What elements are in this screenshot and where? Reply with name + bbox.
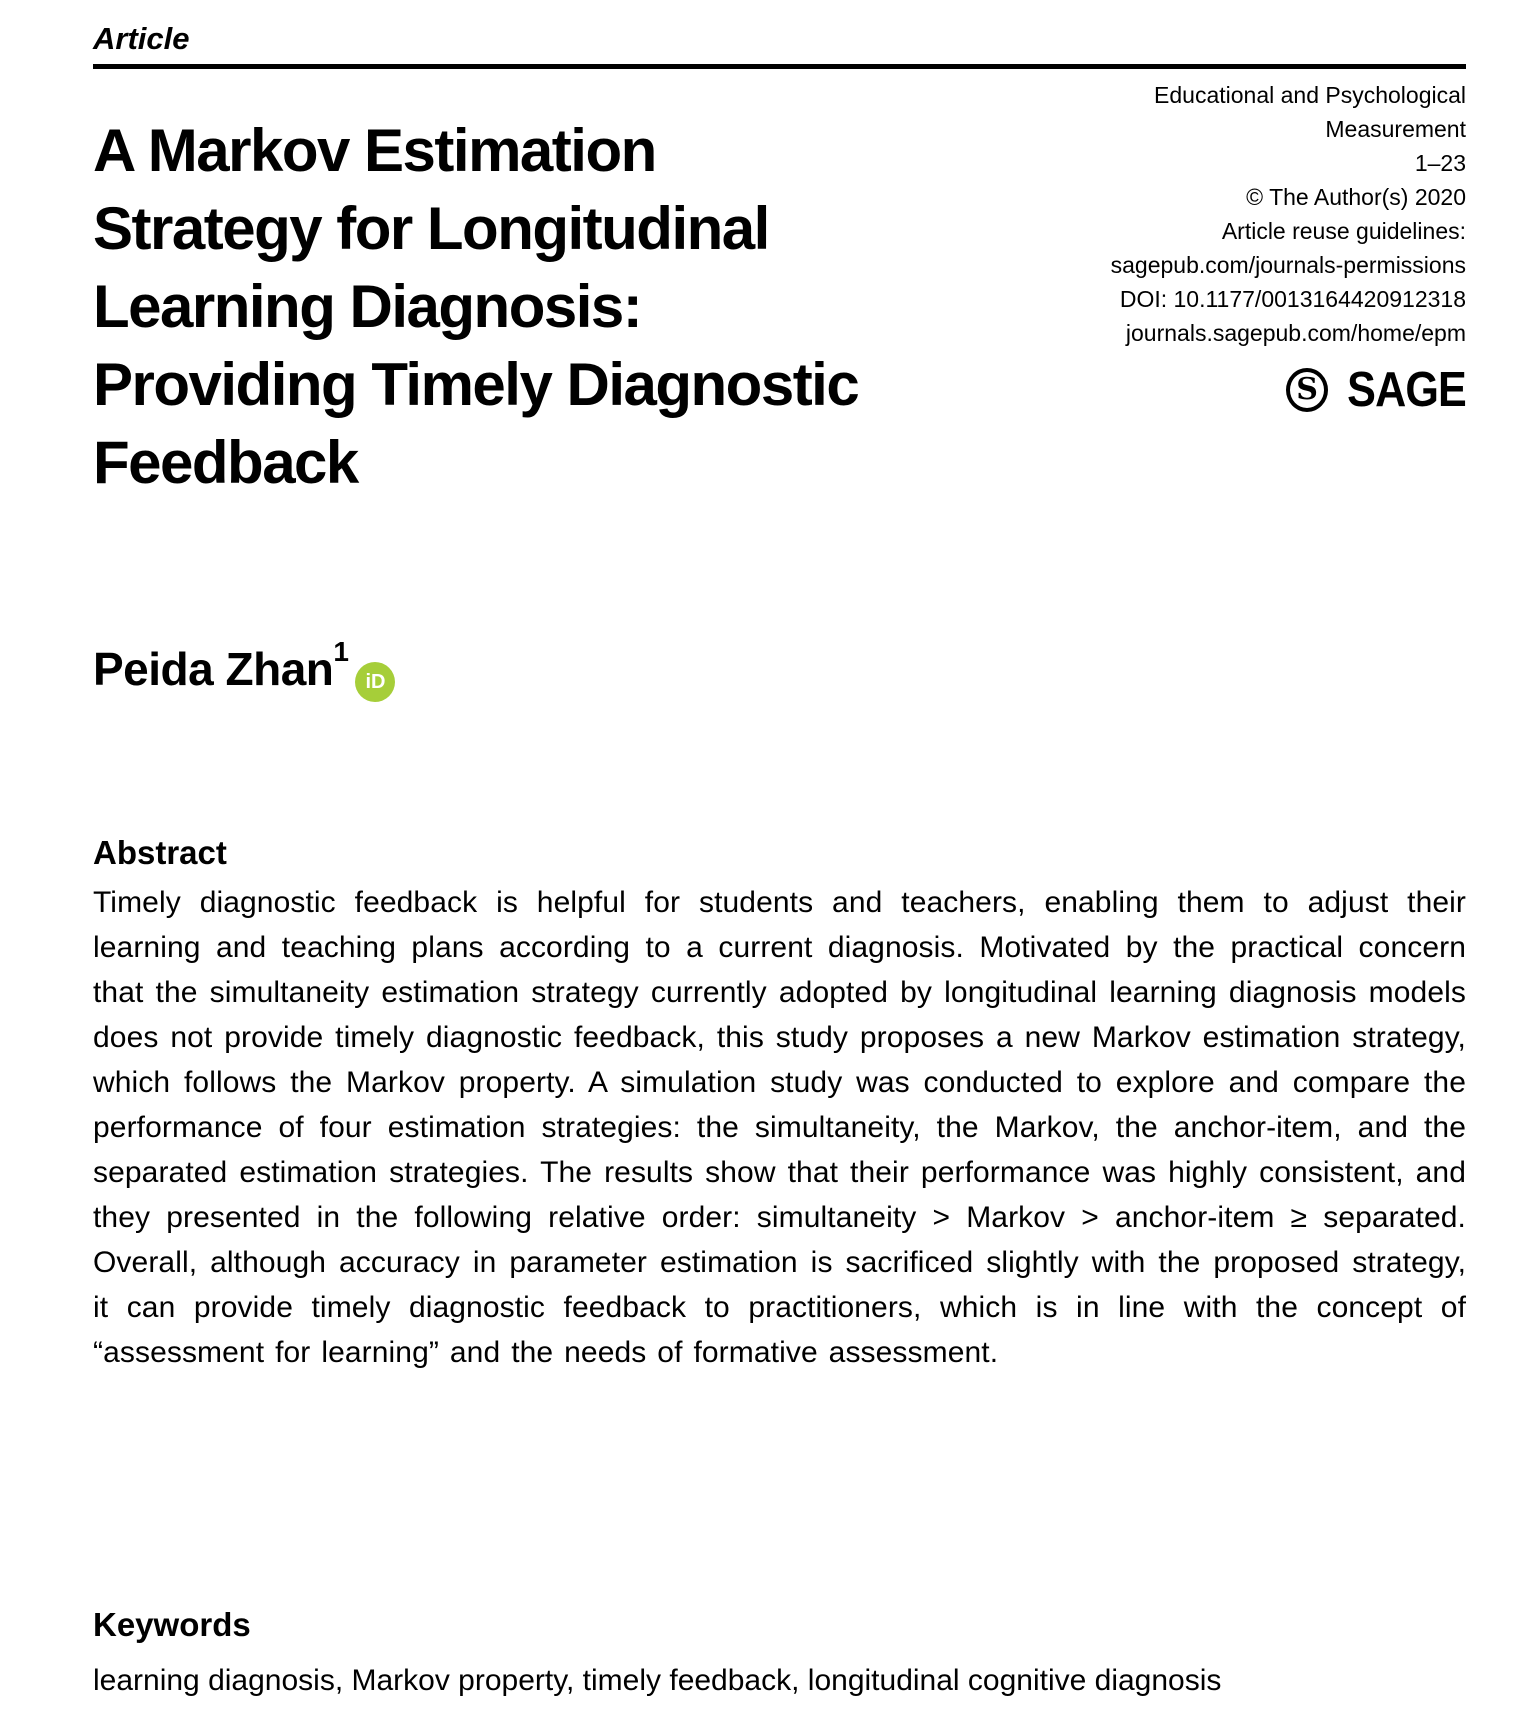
journal-name-line-1: Educational and Psychological bbox=[1154, 82, 1466, 108]
page-range: 1–23 bbox=[1414, 150, 1466, 176]
journal-name-line-2: Measurement bbox=[1325, 116, 1466, 142]
keywords-heading: Keywords bbox=[93, 1606, 251, 1643]
sage-logo-text: SAGE bbox=[1347, 363, 1466, 417]
article-title-line: Strategy for Longitudinal bbox=[93, 195, 769, 262]
author-name: Peida Zhan bbox=[93, 643, 334, 695]
sage-logo-mark-icon bbox=[1286, 368, 1328, 412]
permissions-link[interactable]: sagepub.com/journals-permissions bbox=[1110, 252, 1466, 278]
article-title-line: Providing Timely Diagnostic bbox=[93, 351, 859, 418]
journal-info-block bbox=[1110, 78, 1466, 417]
author-line bbox=[93, 636, 395, 702]
sage-logo-mark-letter: S bbox=[1296, 372, 1318, 407]
sage-logo bbox=[1111, 363, 1466, 417]
article-title bbox=[93, 112, 858, 502]
author-affiliation-superscript: 1 bbox=[333, 636, 349, 667]
journal-homepage-link[interactable]: journals.sagepub.com/home/epm bbox=[1125, 320, 1466, 346]
reuse-guidelines-label: Article reuse guidelines: bbox=[1221, 218, 1466, 244]
article-title-line: Learning Diagnosis: bbox=[93, 273, 642, 340]
keywords-text: learning diagnosis, Markov property, timely feedback, longitudinal cognitive diagnosis bbox=[93, 1664, 1222, 1697]
header-rule bbox=[93, 64, 1466, 69]
doi-line: DOI: 10.1177/0013164420912318 bbox=[1119, 286, 1466, 312]
article-type-label: Article bbox=[93, 21, 190, 56]
orcid-icon[interactable]: iD bbox=[355, 662, 395, 702]
copyright-line: © The Author(s) 2020 bbox=[1246, 184, 1466, 210]
abstract-heading: Abstract bbox=[93, 834, 227, 871]
abstract-text: Timely diagnostic feedback is helpful for students and teachers, enabling them to adjust their learning and teaching plans according to a current diagnosis. Motivated by the practical concern that the simultaneity estimation strategy currently adopted by longitudinal learning diagnosis models does not provide timely diagnostic feedback, this study proposes a new Markov estimation strategy, which follows the Markov property. A simulation study was conducted to explore and compare the performance of four estimation strategies: the simultaneity, the Markov, the anchor-item, and the separated estimation strategies. The results show that their performance was highly consistent, and they presented in the following relative order: simultaneity > Markov > anchor-item ≥ separated. Overall, although accuracy in parameter estimation is sacrificed slightly with the proposed strategy, it can provide timely diagnostic feedback to practitioners, which is in line with the concept of “assessment for learning” and the needs of formative assessment. bbox=[93, 886, 1466, 1369]
article-title-line: A Markov Estimation bbox=[93, 117, 656, 184]
article-title-line: Feedback bbox=[93, 429, 358, 496]
